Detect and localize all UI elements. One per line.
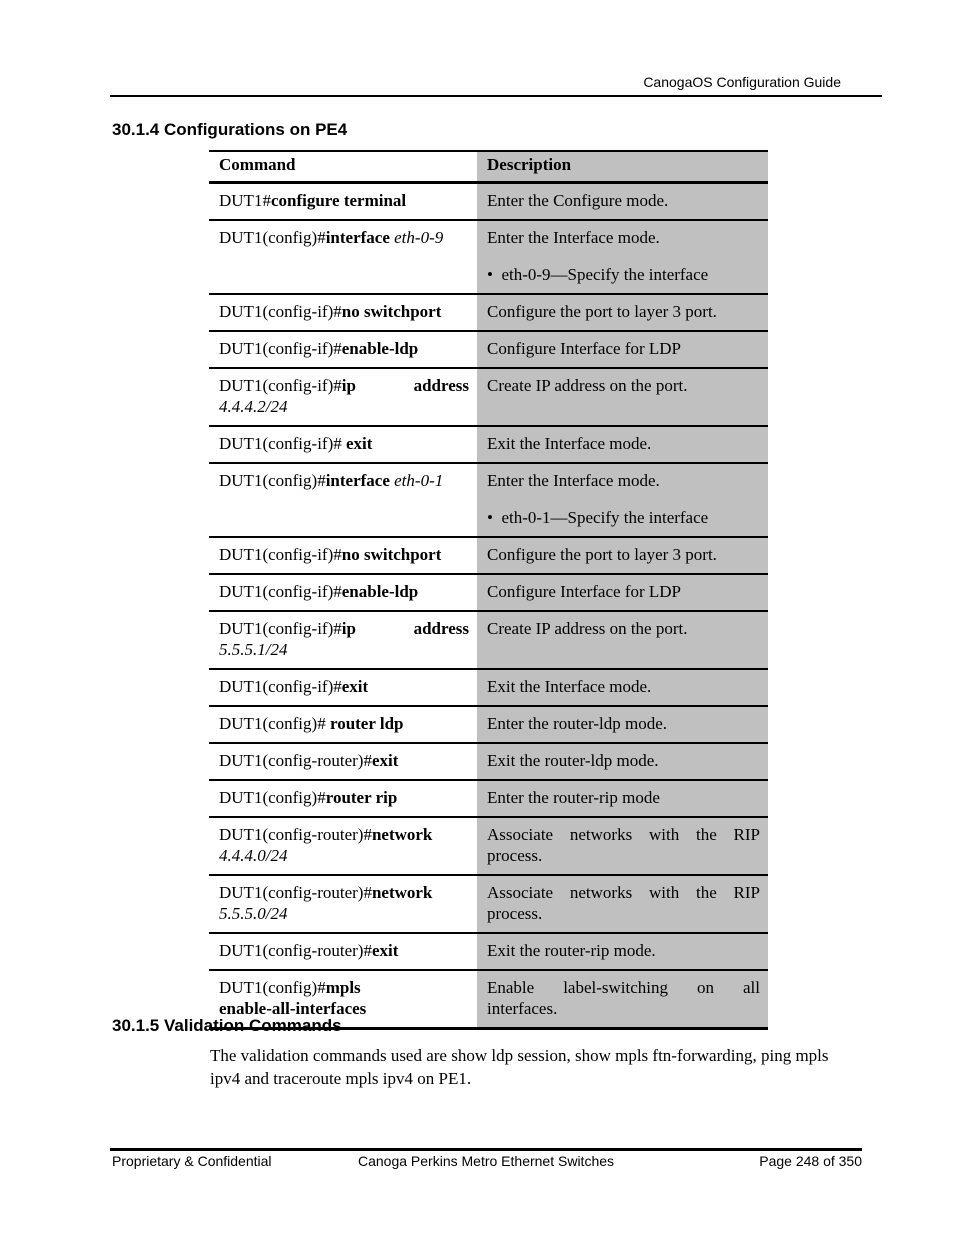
table-row	[209, 933, 768, 970]
description-text: Exit the router-rip mode.	[487, 941, 656, 960]
command-keyword: interface	[325, 228, 390, 247]
description-text: Exit the router-ldp mode.	[487, 751, 659, 770]
command-keyword: mpls	[325, 978, 361, 997]
command-prompt: DUT1(config-router)#	[219, 825, 372, 844]
description-cell	[477, 574, 768, 611]
bullet-dot-icon: •	[487, 265, 502, 284]
description-text: Enter the router-rip mode	[487, 788, 660, 807]
command-prompt: DUT1(config-router)#	[219, 751, 372, 770]
command-keyword: exit	[371, 751, 399, 770]
command-keyword: exit	[371, 941, 399, 960]
table-row	[209, 537, 768, 574]
command-keyword: enable-ldp	[341, 582, 419, 601]
description-text: Exit the Interface mode.	[487, 677, 652, 696]
description-cell	[477, 780, 768, 817]
description-cell	[477, 706, 768, 743]
table-row	[209, 817, 768, 875]
command-prompt: DUT1(config)#	[219, 978, 326, 997]
footer-rule	[110, 1148, 862, 1151]
description-bullet	[487, 264, 760, 285]
description-cell	[477, 331, 768, 368]
description-text: Create IP address on the port.	[487, 619, 688, 638]
command-keyword: no switchport	[341, 545, 442, 564]
description-text: Enable label-switching on all interfaces.	[487, 978, 760, 1018]
command-prompt: DUT1(config)#	[219, 228, 326, 247]
command-keyword-continued: enable-all-interfaces	[219, 999, 367, 1018]
table-row	[209, 220, 768, 294]
description-cell	[477, 368, 768, 426]
table-row	[209, 669, 768, 706]
command-prompt: DUT1(config)#	[219, 788, 326, 807]
description-cell	[477, 743, 768, 780]
command-prompt: DUT1(config)#	[219, 471, 326, 490]
description-text: Associate networks with the RIP process.	[487, 825, 760, 865]
description-text: Configure the port to layer 3 port.	[487, 302, 717, 321]
command-prompt: DUT1(config-if)#	[219, 376, 342, 395]
column-header-command: Command	[209, 151, 477, 183]
command-keyword: interface	[325, 471, 390, 490]
command-keyword: network	[371, 883, 433, 902]
footer-left: Proprietary & Confidential	[112, 1153, 272, 1169]
command-keyword: exit	[346, 434, 373, 453]
section-title: Configurations on PE4	[164, 120, 348, 139]
description-text: Enter the router-ldp mode.	[487, 714, 667, 733]
command-cell	[209, 780, 477, 817]
command-prompt: DUT1(config-if)#	[219, 339, 342, 358]
command-cell	[209, 294, 477, 331]
description-text: Enter the Interface mode.	[487, 228, 660, 247]
command-prompt: DUT1(config-if)#	[219, 545, 342, 564]
table-row	[209, 463, 768, 537]
command-prompt: DUT1(config)#	[219, 714, 330, 733]
command-keyword: configure terminal	[270, 191, 407, 210]
command-prompt: DUT1(config-if)#	[219, 434, 346, 453]
description-text: Create IP address on the port.	[487, 376, 688, 395]
command-prompt: DUT1(config-router)#	[219, 883, 372, 902]
description-cell	[477, 220, 768, 294]
description-cell	[477, 537, 768, 574]
command-cell	[209, 331, 477, 368]
command-keyword: no switchport	[341, 302, 442, 321]
table-row	[209, 875, 768, 933]
description-cell	[477, 611, 768, 669]
table-row	[209, 183, 768, 221]
command-keyword: ip address	[341, 619, 469, 638]
command-prompt: DUT1(config-if)#	[219, 582, 342, 601]
description-cell	[477, 875, 768, 933]
command-cell	[209, 706, 477, 743]
command-argument: 5.5.5.0/24	[219, 904, 288, 923]
bullet-text: eth-0-1—Specify the interface	[501, 508, 709, 527]
command-argument: 4.4.4.0/24	[219, 846, 288, 865]
description-cell	[477, 463, 768, 537]
command-cell	[209, 368, 477, 426]
description-cell	[477, 669, 768, 706]
command-keyword: exit	[341, 677, 369, 696]
description-text: Configure the port to layer 3 port.	[487, 545, 717, 564]
table-row	[209, 743, 768, 780]
command-cell	[209, 817, 477, 875]
command-cell	[209, 463, 477, 537]
table-header-row	[209, 151, 768, 183]
table-row	[209, 331, 768, 368]
command-prompt: DUT1(config-if)#	[219, 619, 342, 638]
command-prompt: DUT1#	[219, 191, 271, 210]
section-title: Validation Commands	[164, 1016, 342, 1035]
table-row	[209, 368, 768, 426]
section-heading-validation	[112, 1016, 342, 1036]
table-row	[209, 574, 768, 611]
command-argument: eth-0-9	[394, 228, 444, 247]
description-text: Enter the Interface mode.	[487, 471, 660, 490]
validation-paragraph: The validation commands used are show ldp session, show mpls ftn-forwarding, ping mpls ipv4 and traceroute mpls ipv4 on PE1.	[210, 1046, 829, 1088]
bullet-text: eth-0-9—Specify the interface	[501, 265, 709, 284]
command-keyword: router rip	[325, 788, 398, 807]
command-cell	[209, 426, 477, 463]
command-cell	[209, 933, 477, 970]
table-row	[209, 706, 768, 743]
command-cell	[209, 183, 477, 221]
table-row	[209, 294, 768, 331]
command-cell	[209, 743, 477, 780]
command-cell	[209, 220, 477, 294]
section-heading-configurations	[112, 120, 347, 140]
command-argument: eth-0-1	[394, 471, 444, 490]
command-keyword: network	[371, 825, 433, 844]
footer-right: Page 248 of 350	[759, 1153, 862, 1169]
command-cell	[209, 574, 477, 611]
command-prompt: DUT1(config-if)#	[219, 302, 342, 321]
description-cell	[477, 817, 768, 875]
header-title: CanogaOS Configuration Guide	[643, 74, 841, 90]
description-text: Configure Interface for LDP	[487, 339, 682, 358]
description-cell	[477, 933, 768, 970]
command-cell	[209, 669, 477, 706]
command-prompt: DUT1(config-if)#	[219, 677, 342, 696]
description-cell	[477, 183, 768, 221]
description-text: Associate networks with the RIP process.	[487, 883, 760, 923]
description-cell	[477, 426, 768, 463]
command-cell	[209, 875, 477, 933]
command-keyword: router ldp	[329, 714, 404, 733]
column-header-description: Description	[477, 151, 768, 183]
section-number: 30.1.4	[112, 120, 160, 139]
section-number: 30.1.5	[112, 1016, 160, 1035]
bullet-dot-icon: •	[487, 508, 502, 527]
description-text: Enter the Configure mode.	[487, 191, 669, 210]
table-row	[209, 780, 768, 817]
command-keyword: enable-ldp	[341, 339, 419, 358]
command-argument: 5.5.5.1/24	[219, 640, 288, 659]
command-argument: 4.4.4.2/24	[219, 397, 288, 416]
description-text: Exit the Interface mode.	[487, 434, 652, 453]
description-cell	[477, 970, 768, 1029]
command-keyword: ip address	[341, 376, 469, 395]
footer-center: Canoga Perkins Metro Ethernet Switches	[358, 1153, 615, 1169]
command-table	[209, 150, 768, 1030]
header-rule	[110, 95, 882, 97]
command-cell	[209, 611, 477, 669]
table-row	[209, 611, 768, 669]
description-text: Configure Interface for LDP	[487, 582, 682, 601]
table-row	[209, 426, 768, 463]
command-cell	[209, 537, 477, 574]
description-bullet	[487, 507, 760, 528]
command-prompt: DUT1(config-router)#	[219, 941, 372, 960]
description-cell	[477, 294, 768, 331]
